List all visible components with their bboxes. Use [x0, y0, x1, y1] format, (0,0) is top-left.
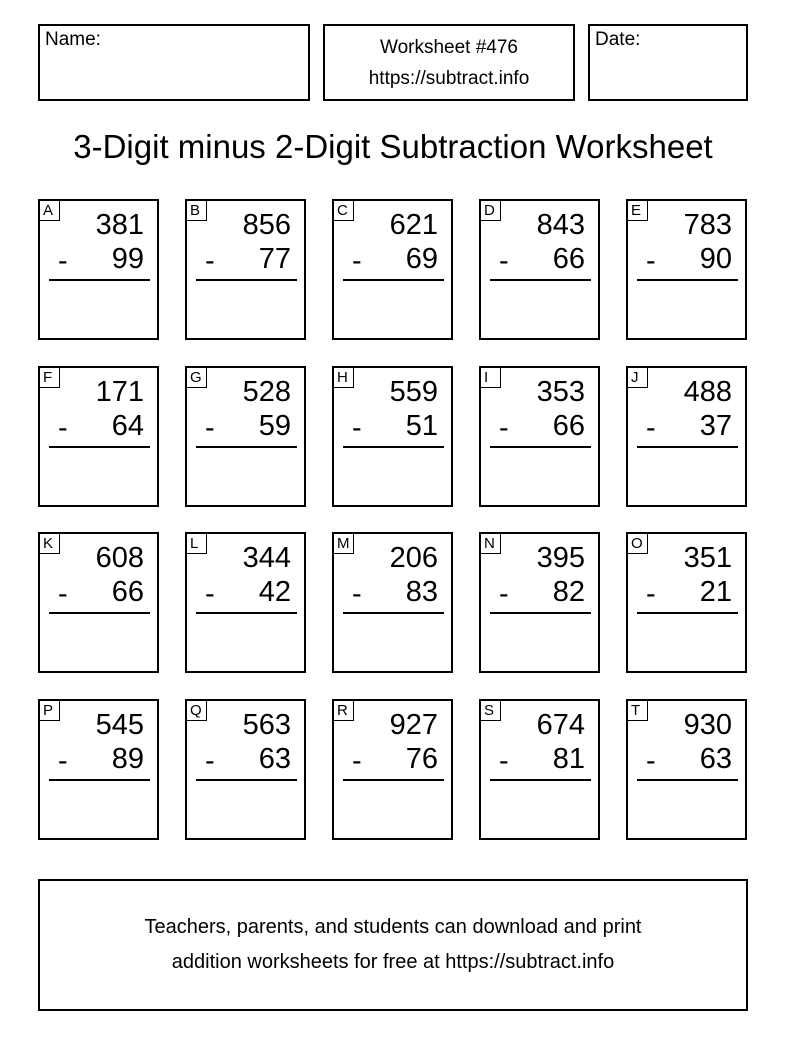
minus-sign: -	[205, 412, 215, 444]
answer-line	[490, 779, 591, 781]
minus-sign: -	[58, 578, 68, 610]
answer-line	[637, 779, 738, 781]
worksheet-info-box	[323, 24, 575, 101]
minuend: 559	[389, 376, 438, 408]
minus-sign: -	[646, 412, 656, 444]
subtrahend: 21	[699, 576, 732, 608]
subtrahend: 77	[258, 243, 291, 275]
minuend: 381	[95, 209, 144, 241]
problem-card[interactable]	[479, 199, 600, 340]
minuend: 545	[95, 709, 144, 741]
footer-line-1: Teachers, parents, and students can download and print	[144, 916, 642, 938]
minus-sign: -	[352, 578, 362, 610]
minuend: 856	[242, 209, 291, 241]
worksheet-number: Worksheet #476	[379, 36, 518, 58]
problem-card[interactable]	[626, 699, 747, 840]
minuend: 395	[536, 542, 585, 574]
answer-line	[343, 279, 444, 281]
subtrahend: 66	[552, 410, 585, 442]
subtrahend: 99	[111, 243, 144, 275]
problem-letter: G	[186, 367, 207, 388]
problem-letter: D	[480, 200, 501, 221]
minus-sign: -	[646, 745, 656, 777]
subtrahend: 51	[405, 410, 438, 442]
minuend: 783	[683, 209, 732, 241]
answer-line	[49, 779, 150, 781]
problem-letter: L	[186, 533, 207, 554]
problem-card[interactable]	[479, 366, 600, 507]
subtrahend: 63	[699, 743, 732, 775]
subtrahend: 89	[111, 743, 144, 775]
answer-line	[343, 446, 444, 448]
problem-letter: R	[333, 700, 354, 721]
minus-sign: -	[205, 245, 215, 277]
answer-line	[637, 446, 738, 448]
answer-line	[637, 279, 738, 281]
answer-line	[343, 612, 444, 614]
minuend: 171	[95, 376, 144, 408]
problem-letter: M	[333, 533, 354, 554]
minuend: 344	[242, 542, 291, 574]
minus-sign: -	[646, 245, 656, 277]
minuend: 621	[389, 209, 438, 241]
subtrahend: 59	[258, 410, 291, 442]
subtrahend: 66	[552, 243, 585, 275]
problem-card[interactable]	[626, 532, 747, 673]
problem-letter: N	[480, 533, 501, 554]
footer-line-2: addition worksheets for free at https://subtract.info	[171, 951, 615, 973]
answer-line	[49, 279, 150, 281]
minuend: 927	[389, 709, 438, 741]
answer-line	[637, 612, 738, 614]
footer-note	[38, 879, 748, 1011]
problem-card[interactable]	[38, 699, 159, 840]
problem-letter: B	[186, 200, 207, 221]
minuend: 351	[683, 542, 732, 574]
problem-letter: E	[627, 200, 648, 221]
answer-line	[49, 446, 150, 448]
subtrahend: 37	[699, 410, 732, 442]
name-field-box[interactable]	[38, 24, 310, 101]
minus-sign: -	[205, 578, 215, 610]
problem-letter: A	[39, 200, 60, 221]
subtrahend: 90	[699, 243, 732, 275]
problem-letter: K	[39, 533, 60, 554]
name-label: Name:	[45, 29, 101, 50]
minuend: 353	[536, 376, 585, 408]
date-label: Date:	[595, 29, 641, 50]
problem-letter: Q	[186, 700, 207, 721]
minuend: 528	[242, 376, 291, 408]
subtrahend: 64	[111, 410, 144, 442]
worksheet-url: https://subtract.info	[368, 67, 530, 89]
problem-card[interactable]	[38, 532, 159, 673]
problem-card[interactable]	[38, 366, 159, 507]
minus-sign: -	[352, 245, 362, 277]
page-title: 3-Digit minus 2-Digit Subtraction Worksheet	[73, 128, 713, 165]
minus-sign: -	[646, 578, 656, 610]
minus-sign: -	[499, 412, 509, 444]
problem-card[interactable]	[185, 532, 306, 673]
minus-sign: -	[352, 745, 362, 777]
answer-line	[490, 279, 591, 281]
problem-card[interactable]	[332, 366, 453, 507]
subtrahend: 69	[405, 243, 438, 275]
problem-letter: O	[627, 533, 648, 554]
problem-card[interactable]	[332, 699, 453, 840]
minuend: 674	[536, 709, 585, 741]
date-field-box[interactable]	[588, 24, 748, 101]
problem-card[interactable]	[185, 699, 306, 840]
minus-sign: -	[352, 412, 362, 444]
problem-card[interactable]	[626, 366, 747, 507]
answer-line	[343, 779, 444, 781]
minus-sign: -	[499, 245, 509, 277]
minus-sign: -	[58, 412, 68, 444]
problem-letter: P	[39, 700, 60, 721]
subtrahend: 76	[405, 743, 438, 775]
problem-letter: T	[627, 700, 648, 721]
answer-line	[196, 446, 297, 448]
answer-line	[490, 446, 591, 448]
problem-letter: F	[39, 367, 60, 388]
problem-letter: J	[627, 367, 648, 388]
problem-card[interactable]	[332, 199, 453, 340]
minuend: 608	[95, 542, 144, 574]
subtrahend: 63	[258, 743, 291, 775]
minus-sign: -	[58, 245, 68, 277]
minus-sign: -	[499, 578, 509, 610]
minuend: 206	[389, 542, 438, 574]
problem-letter: I	[480, 367, 501, 388]
answer-line	[196, 779, 297, 781]
problem-card[interactable]	[185, 199, 306, 340]
minuend: 843	[536, 209, 585, 241]
problem-card[interactable]	[38, 199, 159, 340]
problem-card[interactable]	[185, 366, 306, 507]
minus-sign: -	[58, 745, 68, 777]
minuend: 488	[683, 376, 732, 408]
answer-line	[196, 279, 297, 281]
minus-sign: -	[205, 745, 215, 777]
problem-card[interactable]	[626, 199, 747, 340]
problem-card[interactable]	[332, 532, 453, 673]
minus-sign: -	[499, 745, 509, 777]
minuend: 563	[242, 709, 291, 741]
problem-card[interactable]	[479, 532, 600, 673]
subtrahend: 42	[258, 576, 291, 608]
subtrahend: 83	[405, 576, 438, 608]
answer-line	[196, 612, 297, 614]
subtrahend: 82	[552, 576, 585, 608]
problem-card[interactable]	[479, 699, 600, 840]
subtrahend: 66	[111, 576, 144, 608]
answer-line	[49, 612, 150, 614]
problem-letter: H	[333, 367, 354, 388]
subtrahend: 81	[552, 743, 585, 775]
answer-line	[490, 612, 591, 614]
problem-letter: C	[333, 200, 354, 221]
problem-letter: S	[480, 700, 501, 721]
minuend: 930	[683, 709, 732, 741]
